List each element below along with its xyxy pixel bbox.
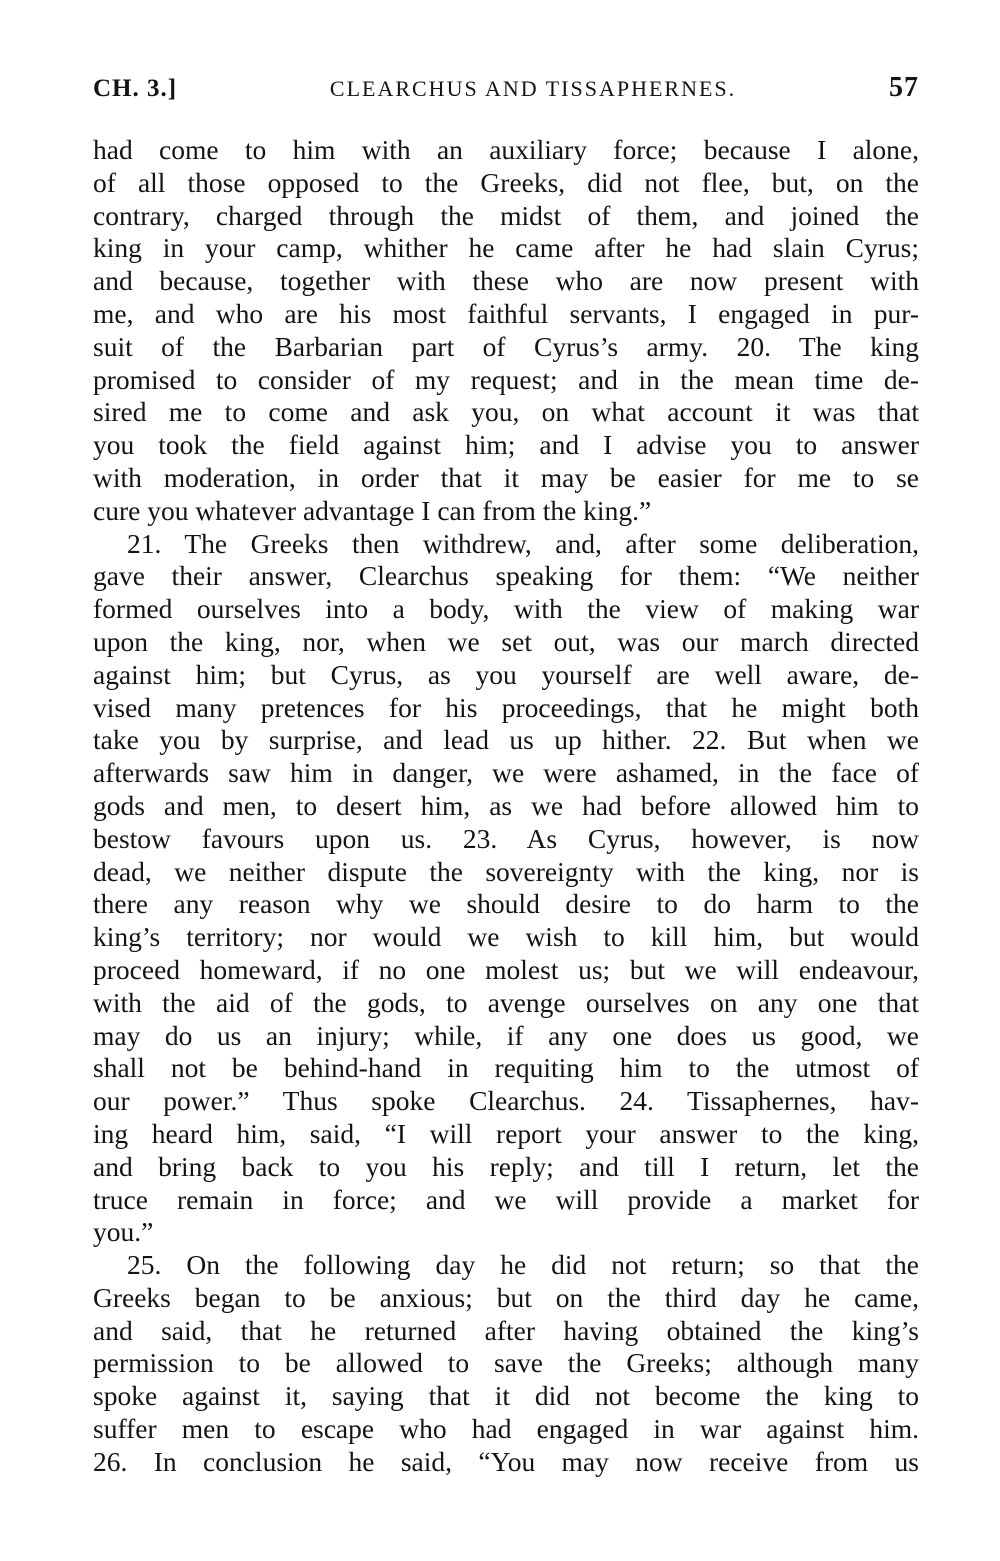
book-page: [93, 72, 919, 1479]
text-line: 21. The Greeks then withdrew, and, after some deliberation,: [127, 527, 919, 559]
text-line: and bring back to you his reply; and till I return, let the: [93, 1150, 919, 1182]
text-line: truce remain in force; and we will provide a market for: [93, 1183, 919, 1215]
text-line: you took the field against him; and I advise you to answer: [93, 429, 919, 461]
text-line: with the aid of the gods, to avenge ourselves on any one that: [93, 986, 919, 1018]
text-line: 25. On the following day he did not return; so that the: [127, 1249, 919, 1281]
text-line: our power.” Thus spoke Clearchus. 24. Tissaphernes, hav-: [93, 1085, 919, 1117]
text-line: shall not be behind-hand in requiting him to the utmost of: [93, 1052, 919, 1084]
text-line: and because, together with these who are now present with: [93, 265, 919, 297]
running-title: CLEARCHUS AND TISSAPHERNES.: [329, 76, 737, 101]
text-line: and said, that he returned after having obtained the king’s: [93, 1314, 919, 1346]
text-line: formed ourselves into a body, with the view of making war: [93, 593, 919, 625]
text-line: upon the king, nor, when we set out, was our march directed: [93, 625, 919, 657]
text-line: you.”: [93, 1216, 154, 1248]
text-line: 26. In conclusion he said, “You may now receive from us: [93, 1445, 919, 1477]
text-line: take you by surprise, and lead us up hither. 22. But when we: [93, 724, 919, 756]
text-line: of all those opposed to the Greeks, did not flee, but, on the: [93, 166, 919, 198]
text-line: there any reason why we should desire to do harm to the: [93, 888, 919, 920]
text-line: spoke against it, saying that it did not become the king to: [93, 1380, 919, 1412]
text-line: gods and men, to desert him, as we had before allowed him to: [93, 789, 919, 821]
text-line: Greeks began to be anxious; but on the third day he came,: [93, 1281, 919, 1313]
text-line: promised to consider of my request; and in the mean time de-: [93, 363, 919, 395]
text-line: ing heard him, said, “I will report your answer to the king,: [93, 1117, 919, 1149]
text-line: afterwards saw him in danger, we were ashamed, in the face of: [93, 757, 919, 789]
chapter-label: CH. 3.]: [93, 75, 178, 102]
text-line: against him; but Cyrus, as you yourself are well aware, de-: [93, 658, 919, 690]
text-line: may do us an injury; while, if any one does us good, we: [93, 1019, 919, 1051]
text-line: gave their answer, Clearchus speaking for them: “We neither: [93, 560, 919, 592]
text-line: permission to be allowed to save the Greeks; although many: [93, 1347, 919, 1379]
text-line: suit of the Barbarian part of Cyrus’s army. 20. The king: [93, 330, 919, 362]
text-line: contrary, charged through the midst of them, and joined the: [93, 199, 919, 231]
text-line: sired me to come and ask you, on what account it was that: [93, 396, 919, 428]
running-header: [93, 72, 919, 112]
text-line: king’s territory; nor would we wish to kill him, but would: [93, 921, 919, 953]
text-line: cure you whatever advantage I can from the king.”: [93, 494, 652, 526]
page-number: 57: [888, 72, 919, 103]
text-line: bestow favours upon us. 23. As Cyrus, however, is now: [93, 822, 919, 854]
text-line: had come to him with an auxiliary force; because I alone,: [93, 134, 919, 165]
text-line: dead, we neither dispute the sovereignty with the king, nor is: [93, 855, 919, 887]
text-line: proceed homeward, if no one molest us; but we will endeavour,: [93, 953, 919, 985]
text-line: vised many pretences for his proceedings, that he might both: [93, 691, 919, 723]
text-line: suffer men to escape who had engaged in war against him.: [93, 1413, 919, 1445]
text-line: king in your camp, whither he came after he had slain Cyrus;: [93, 232, 919, 264]
text-line: with moderation, in order that it may be easier for me to se: [93, 461, 919, 493]
page-body-text: [93, 134, 919, 1479]
text-line: me, and who are his most faithful servants, I engaged in pur-: [93, 297, 919, 329]
